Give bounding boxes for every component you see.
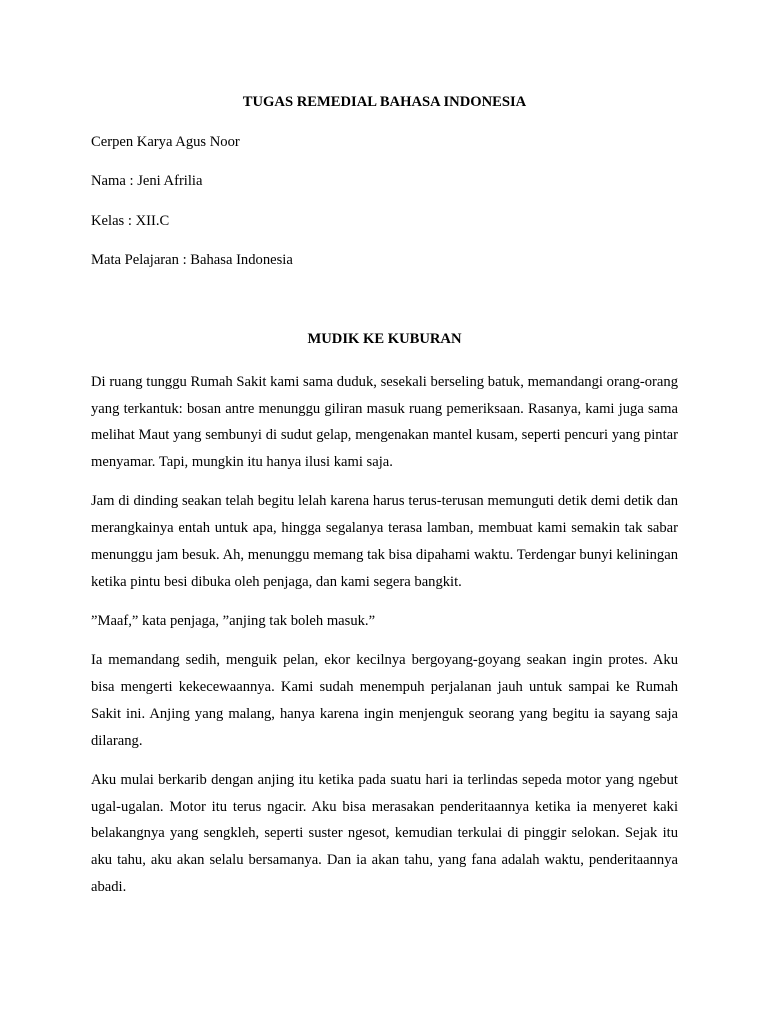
story-paragraph-4: Ia memandang sedih, menguik pelan, ekor kecilnya bergoyang-goyang seakan ingin protes. Aku bisa mengerti kekecewaannya. Kami sudah menempuh perjalanan jauh untuk sampai ke Rumah Sakit ini. Anjing yang malang, hanya karena ingin menjenguk seorang yang begitu ia sayang saja dilarang.	[91, 652, 678, 749]
meta-subject: Mata Pelajaran : Bahasa Indonesia	[91, 252, 293, 269]
story-paragraph-3: ”Maaf,” kata penjaga, ”anjing tak boleh masuk.”	[91, 613, 376, 630]
spacer	[91, 112, 678, 132]
spacer	[91, 152, 678, 172]
meta-class: Kelas : XII.C	[91, 212, 170, 229]
meta-name: Nama : Jeni Afrilia	[91, 173, 203, 190]
spacer	[91, 270, 678, 329]
spacer	[91, 231, 678, 251]
story-title: MUDIK KE KUBURAN	[307, 331, 462, 348]
story-paragraph-2: Jam di dinding seakan telah begitu lelah karena harus terus-terusan memunguti detik demi detik dan merangkainya entah untuk apa, hingga segalanya terasa lamban, membuat kami semakin tak sabar menunggu jam besuk. Ah, menunggu memang tak bisa dipahami waktu. Terdengar bunyi keliningan ketika pintu besi dibuka oleh penjaga, dan kami segera bangkit.	[91, 493, 678, 590]
document-title: TUGAS REMEDIAL BAHASA INDONESIA	[242, 94, 527, 110]
spacer	[91, 191, 678, 211]
meta-author: Cerpen Karya Agus Noor	[91, 133, 240, 150]
story-paragraph-5: Aku mulai berkarib dengan anjing itu ketika pada suatu hari ia terlindas sepeda motor yang ngebut ugal-ugalan. Motor itu terus ngacir. Aku bisa merasakan penderitaannya ketika ia menyeret kaki belakangnya yang sengkleh, seperti suster ngesot, kemudian terkulai di pinggir selokan. Sejak itu aku tahu, aku akan selalu bersamanya. Dan ia akan tahu, yang fana adalah waktu, penderitaannya abadi.	[91, 771, 678, 895]
story-paragraph-1: Di ruang tunggu Rumah Sakit kami sama duduk, sesekali berseling batuk, memandangi orang-orang yang terkantuk: bosan antre menunggu giliran masuk ruang pemeriksaan. Rasanya, kami juga sama melihat Maut yang sembunyi di sudut gelap, mengenakan mantel kusam, seperti pencuri yang pintar menyamar. Tapi, mungkin itu hanya ilusi kami saja.	[91, 373, 678, 471]
